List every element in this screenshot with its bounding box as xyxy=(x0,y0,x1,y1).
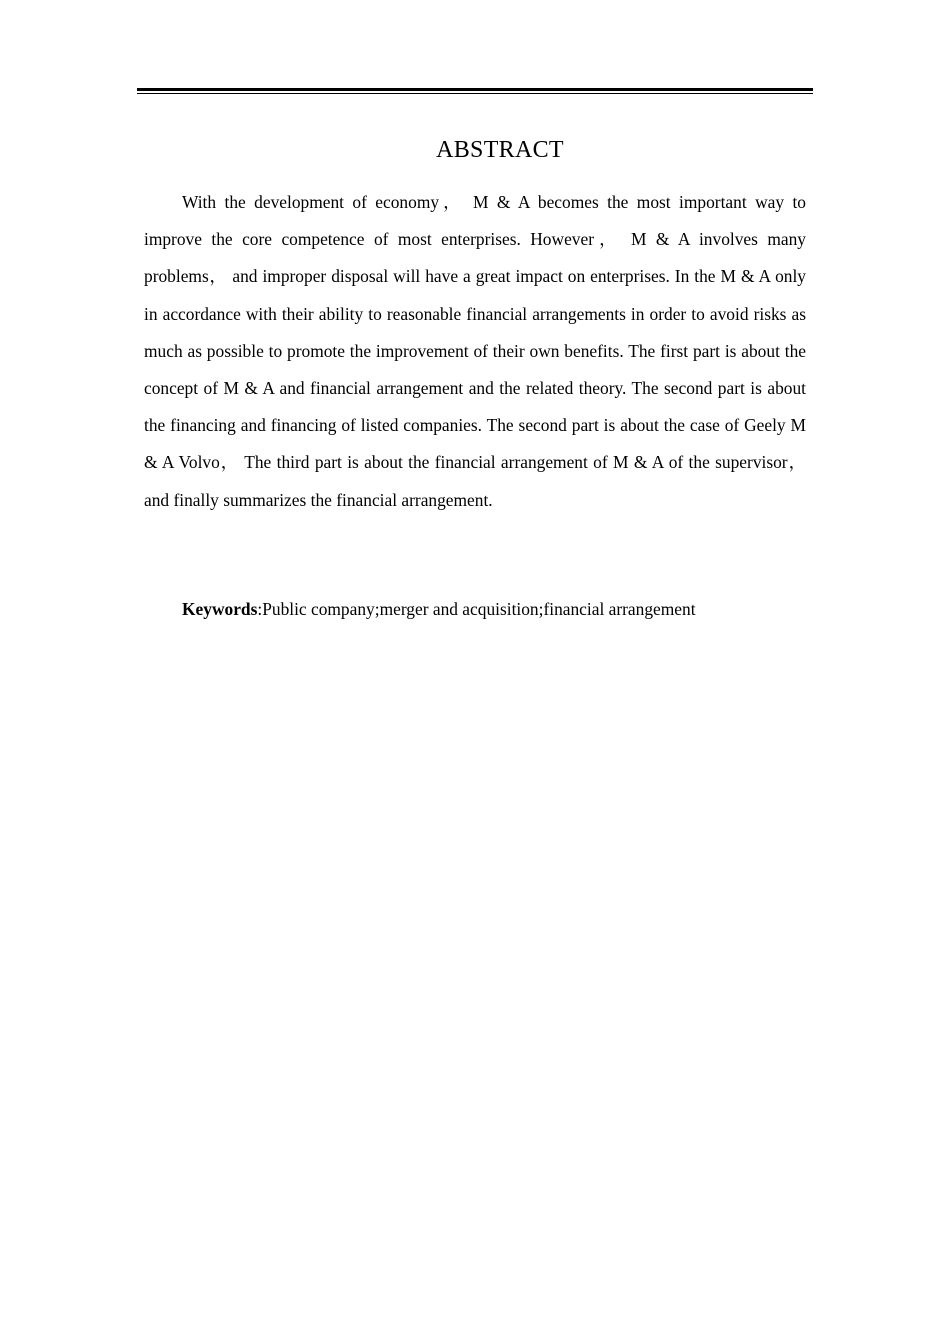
keywords-value: Public company;merger and acquisition;financial arrangement xyxy=(262,599,696,619)
header-rule-thin-line xyxy=(137,93,813,94)
header-rule xyxy=(137,88,813,94)
abstract-title: ABSTRACT xyxy=(436,137,564,163)
keywords-label: Keywords xyxy=(182,599,258,619)
header-rule-thick-line xyxy=(137,88,813,91)
keywords-line xyxy=(144,594,806,624)
abstract-body: With the development of economy， M & A becomes the most important way to improve the core competence of most enterprises. However， M & A involves many problems， and improper disposal will have a great impact on enterprises. In the M & A only in accordance with their ability to reasonable financial arrangements in order to avoid risks as much as possible to promote the improvement of their own benefits. The first part is about the concept of M & A and financial arrangement and the related theory. The second part is about the financing and financing of listed companies. The second part is about the case of Geely M & A Volvo， The third part is about the financial arrangement of M & A of the supervisor， and finally summarizes the financial arrangement. xyxy=(144,192,806,510)
keywords-separator: : xyxy=(257,599,263,619)
